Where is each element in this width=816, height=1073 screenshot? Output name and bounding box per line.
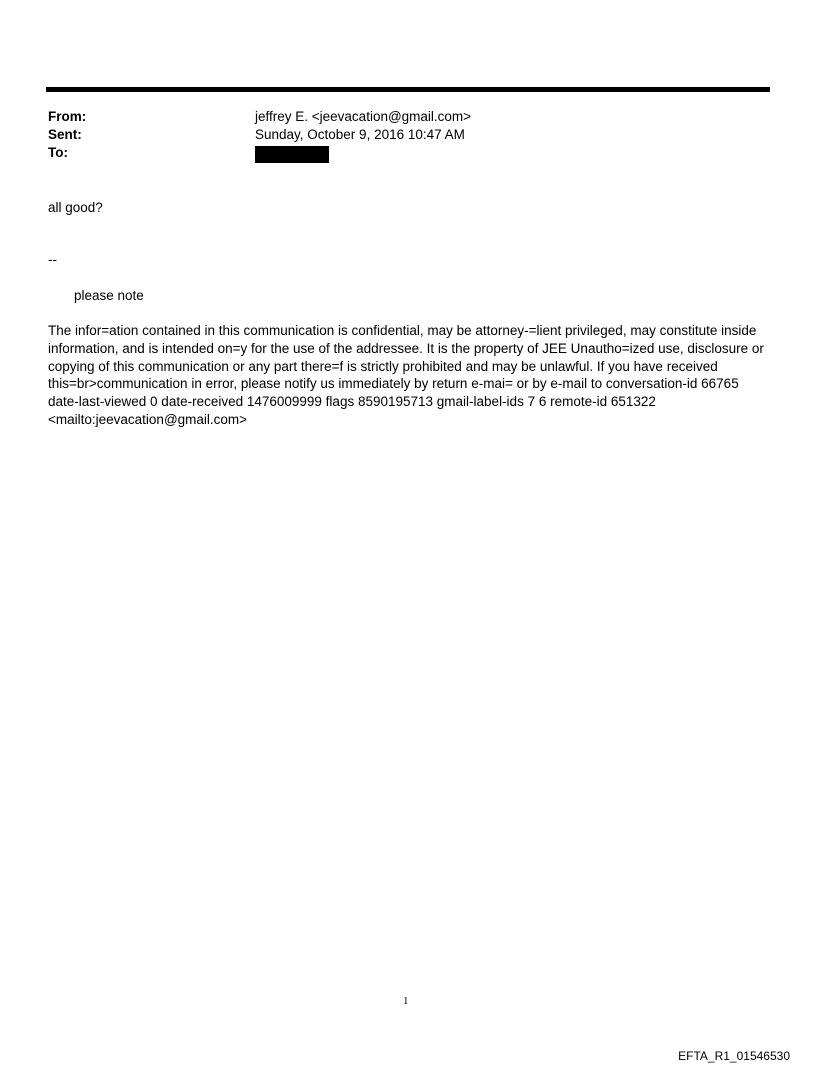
to-label: To: <box>48 145 68 160</box>
disclaimer-line: date-last-viewed 0 date-received 1476009999 flags 8590195713 gmail-label-ids 7 6 remote-id 651322 <box>48 394 656 410</box>
sent-value: Sunday, October 9, 2016 10:47 AM <box>255 127 465 142</box>
from-label: From: <box>48 109 87 124</box>
message-greeting: all good? <box>48 200 103 215</box>
from-value: jeffrey E. <jeevacation@gmail.com> <box>255 109 472 124</box>
signature-separator: -- <box>48 252 57 267</box>
redaction-box <box>255 146 329 163</box>
disclaimer-line: <mailto:jeevacation@gmail.com> <box>48 411 248 427</box>
bates-number: EFTA_R1_01546530 <box>678 1049 790 1063</box>
page-number: 1 <box>403 995 409 1007</box>
disclaimer-line: copying of this communication or any part there=f is strictly prohibited and may be unlawful. If you have received <box>48 358 718 374</box>
disclaimer-line: information, and is intended on=y for the use of the addressee. It is the property of JEE Unautho=ized use, disclosure or <box>48 340 764 356</box>
sent-label: Sent: <box>48 127 82 142</box>
disclaimer-line: this=br>communication in error, please notify us immediately by return e-mai= or by e-mail to conversation-id 66765 <box>48 376 739 392</box>
note-heading: please note <box>74 288 144 303</box>
header-rule <box>46 87 770 92</box>
confidentiality-disclaimer <box>48 322 772 429</box>
disclaimer-line: The infor=ation contained in this communication is confidential, may be attorney-=lient privileged, may constitute inside <box>48 323 757 338</box>
